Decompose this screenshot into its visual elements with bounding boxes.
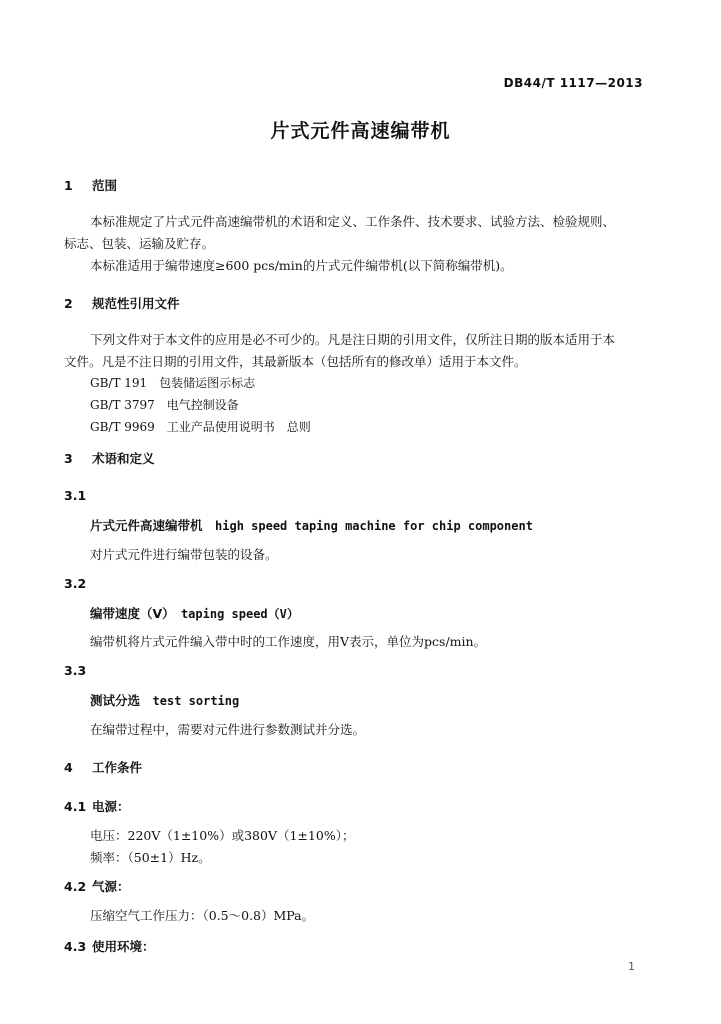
page-number: 1 [628,960,635,973]
term-entry: 编带速度（V） taping speed（V） [90,606,299,621]
section-1-heading: 1 范围 [64,178,118,193]
term-definition: 编带机将片式元件编入带中时的工作速度，用V表示，单位为pcs/min。 [90,634,487,649]
section-4-heading: 4 工作条件 [64,760,143,775]
power-frequency: 频率：（50±1）Hz。 [90,850,211,865]
term-entry: 片式元件高速编带机 high speed taping machine for chip component [90,518,533,533]
standard-number: DB44/T 1117—2013 [503,76,643,90]
section-1-para1-line2: 标志、包装、运输及贮存。 [64,236,215,251]
power-voltage: 电压：220V（1±10%）或380V（1±10%）； [90,828,355,843]
section-2-para-line2: 文件。凡是不注日期的引用文件，其最新版本（包括所有的修改单）适用于本文件。 [64,354,527,369]
term-number: 3.2 [64,576,87,591]
term-number: 3.3 [64,663,87,678]
term-number: 3.1 [64,488,87,503]
normative-reference: GB/T 9969 工业产品使用说明书 总则 [90,420,311,434]
section-2-para-line1: 下列文件对于本文件的应用是必不可少的。凡是注日期的引用文件，仅所注日期的版本适用于本 [90,332,616,347]
section-1-para2: 本标准适用于编带速度≥600 pcs/min的片式元件编带机(以下简称编带机)。 [90,258,513,273]
term-entry: 测试分选 test sorting [90,693,240,708]
term-definition: 对片式元件进行编带包装的设备。 [90,547,278,562]
section-3-heading: 3 术语和定义 [64,451,155,466]
term-definition: 在编带过程中，需要对元件进行参数测试并分选。 [90,722,366,737]
air-pressure: 压缩空气工作压力：（0.5～0.8）MPa。 [90,908,315,923]
section-2-heading: 2 规范性引用文件 [64,296,180,311]
subsection-4-1-heading: 4.1 电源： [64,799,130,814]
section-1-para1-line1: 本标准规定了片式元件高速编带机的术语和定义、工作条件、技术要求、试验方法、检验规则、 [90,214,616,229]
subsection-4-2-heading: 4.2 气源： [64,879,130,894]
subsection-4-3-heading: 4.3 使用环境： [64,939,155,954]
normative-reference: GB/T 191 包装储运图示标志 [90,376,256,390]
document-title: 片式元件高速编带机 [270,120,451,142]
normative-reference: GB/T 3797 电气控制设备 [90,398,239,412]
